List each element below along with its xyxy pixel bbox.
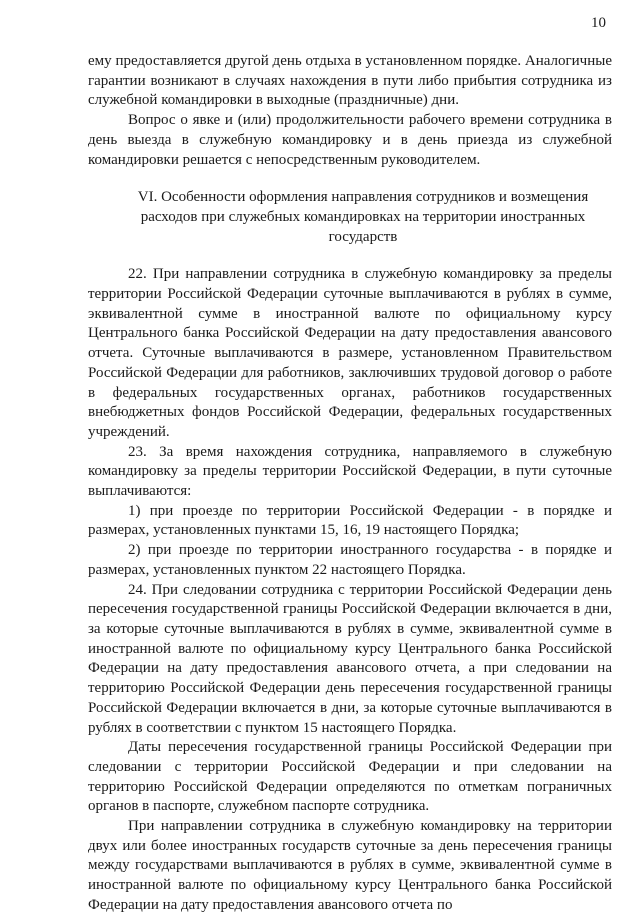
document-body xyxy=(88,52,612,916)
paragraph-multiple-states: При направлении сотрудника в служебную командировку на территории двух или более иностранных государств суточные за день пересечения границы между государствами выплачиваются в рублях в сумме, эквивалентной сумме в иностранной валюте по официальному курсу Центрального банка Российской Федерации на дату предоставления авансового отчета по xyxy=(88,818,612,913)
paragraph-22: 22. При направлении сотрудника в служебную командировку за пределы территории Российской Федерации суточные выплачиваются в рублях в сумме, эквивалентной сумме в иностранной валюте по официальному курсу Центрального банка Российской Федерации на дату предоставления авансового отчета. Суточные выплачиваются в размере, установленном Правительством Российской Федерации для работников, заключивших трудовой договор о работе в федеральных государственных органах, работников государственных внебюджетных фондов Российской Федерации, федеральных государственных учреждений. xyxy=(88,266,612,440)
paragraph-continuation: ему предоставляется другой день отдыха в установленном порядке. Аналогичные гарантии возникают в случаях нахождения в пути либо прибытия сотрудника из служебной командировки в выходные (праздничные) дни. xyxy=(88,53,612,109)
paragraph-23: 23. За время нахождения сотрудника, направляемого в служебную командировку за пределы территории Российской Федерации, в пути суточные выплачиваются: xyxy=(88,443,612,500)
paragraph-23-item-2: 2) при проезде по территории иностранного государства - в порядке и размерах, установленных пунктом 22 настоящего Порядка. xyxy=(88,542,612,578)
page-number: 10 xyxy=(591,15,606,31)
paragraph-attendance: Вопрос о явке и (или) продолжительности рабочего времени сотрудника в день выезда в служебную командировку и в день приезда из служебной командировки решается с непосредственным руководителем. xyxy=(88,112,612,168)
paragraph-24: 24. При следовании сотрудника с территории Российской Федерации день пересечения государственной границы Российской Федерации включается в дни, за которые суточные выплачиваются в рублях в сумме, эквивалентной сумме в иностранной валюте по официальному курсу Центрального банка Российской Федерации на дату предоставления авансового отчета, а при следовании на территорию Российской Федерации день пересечения государственной границы Российской Федерации включается в дни, за которые суточные выплачиваются в рублях в соответствии с пунктом 15 настоящего Порядка. xyxy=(88,581,612,736)
paragraph-border-dates: Даты пересечения государственной границы Российской Федерации при следовании с территории Российской Федерации и при следовании на территорию Российской Федерации определяются по отметкам пограничных органов в паспорте, служебном паспорте сотрудника. xyxy=(88,739,612,815)
paragraph-23-item-1: 1) при проезде по территории Российской Федерации - в порядке и размерах, установленных пунктами 15, 16, 19 настоящего Порядка; xyxy=(88,502,612,539)
section-heading: VI. Особенности оформления направления сотрудников и возмещения расходов при служебных командировках на территории иностранных государств xyxy=(137,189,589,245)
